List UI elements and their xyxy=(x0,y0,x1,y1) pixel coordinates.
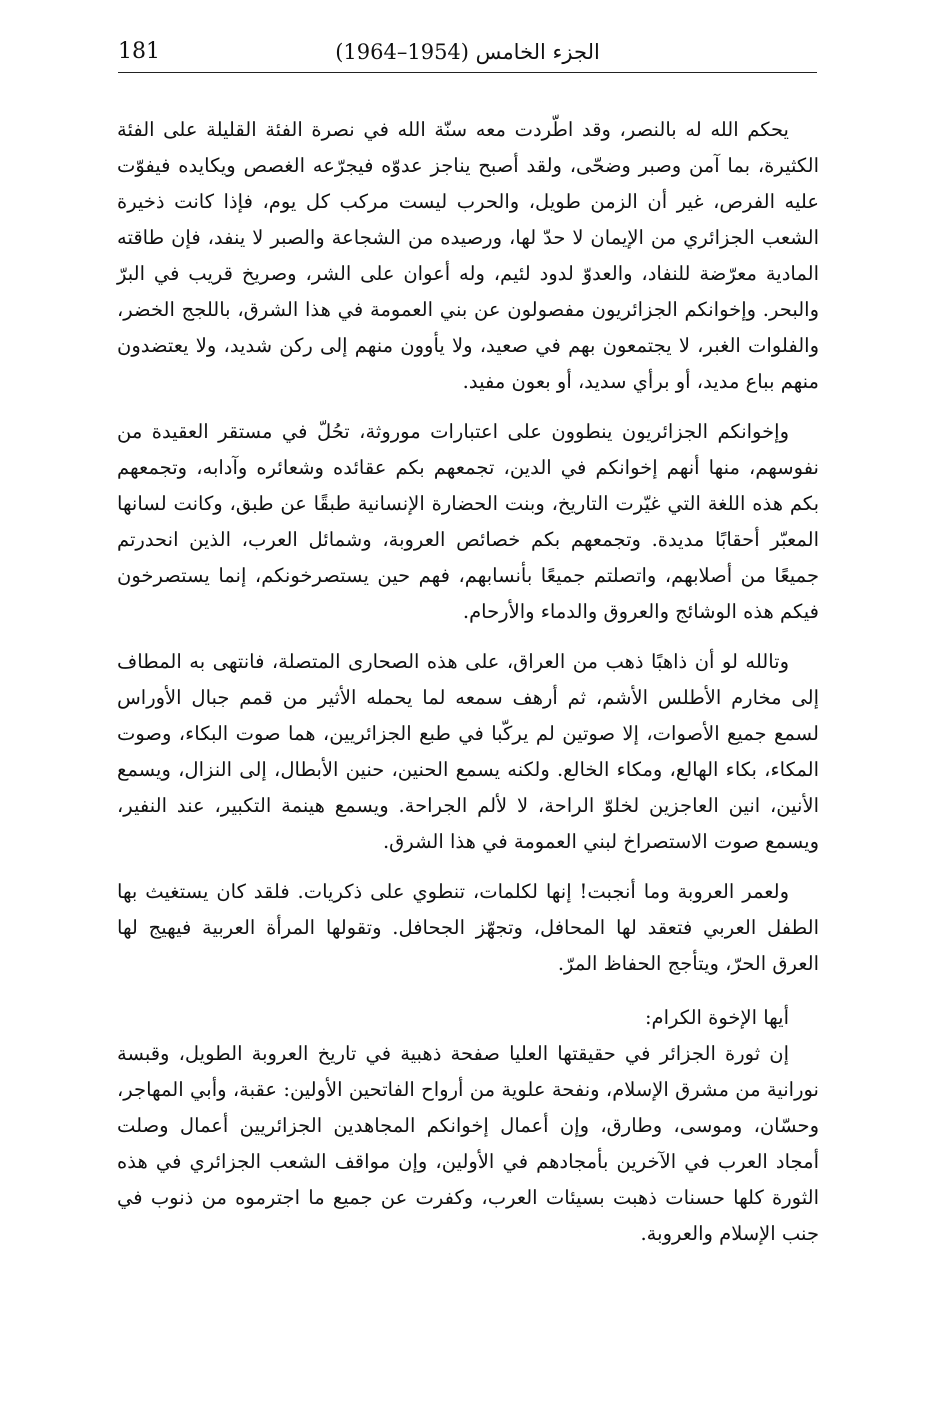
header-rule xyxy=(118,72,817,73)
paragraph: يحكم الله له بالنصر، وقد اطّردت معه سنّة الله في نصرة الفئة القليلة على الفئة الكثيرة، بما آمن وصبر وضحّى، ولقد أصبح يناجز عدوّه فيجرّعه الغصص ويكايده فيفوّت عليه الفرص، غير أن الزمن طويل، والحرب ليست مركب كل يوم، فإذا كانت ذخيرة الشعب الجزائري من الإيمان لا حدّ لها، ورصيده من الشجاعة والصبر لا ينفد، فإن طاقته المادية معرّضة للنفاد، والعدوّ لدود لئيم، وله أعوان على الشر، وصريخ قريب في البرّ والبحر. وإخوانكم الجزائريون مفصولون عن بني العمومة في هذا الشرق، باللجج الخضر، والفلوات الغبر، لا يجتمعون بهم في صعيد، ولا يأوون منهم إلى ركن شديد، ولا يعتضدون منهم بباع مديد، أو برأي سديد، أو بعون مفيد. xyxy=(117,118,819,393)
running-title: الجزء الخامس (1954–1964) xyxy=(335,40,600,64)
paragraph: وإخوانكم الجزائريون ينطوون على اعتبارات موروثة، تحُلّ في مستقر العقيدة من نفوسهم، منها أنهم إخوانكم في الدين، تجمعهم بكم عقائده وشعائره وآدابه، وتجمعهم بكم هذه اللغة التي غيّرت التاريخ، وبنت الحضارة الإنسانية طبقًا عن طبق، وكانت لسانها المعبّر أحقابًا مديدة. وتجمعهم بكم خصائص العروبة، وشمائل العرب، الذين انحدرتم جميعًا من أصلابهم، واتصلتم جميعًا بأنسابهم، فهم حين يستصرخونكم، إنما يستصرخون فيكم هذه الوشائج والعروق والدماء والأرحام. xyxy=(117,420,819,623)
page-header xyxy=(118,38,817,74)
paragraph: ولعمر العروبة وما أنجبت! إنها لكلمات، تنطوي على ذكريات. فلقد كان يستغيث بها الطفل العربي فتعقد لها المحافل، وتجهّز الجحافل. وتقولها المرأة العربية فيهيج لها العرق الحرّ، ويتأجج الحفاظ المرّ. xyxy=(117,880,819,975)
body-text xyxy=(117,112,819,1252)
page-number: 181 xyxy=(118,39,160,64)
paragraph: إن ثورة الجزائر في حقيقتها العليا صفحة ذهبية في تاريخ العروبة الطويل، وقبسة نورانية من مشرق الإسلام، ونفحة علوية من أرواح الفاتحين الأولين: عقبة، وأبي المهاجر، وحسّان، وموسى، وطارق، وإن أعمال إخوانكم المجاهدين الجزائريين أعمال وصلت أمجاد العرب في الآخرين بأمجادهم في الأولين، وإن مواقف الشعب الجزائري في هذه الثورة كلها حسنات ذهبت بسيئات العرب، وكفرت عن جميع ما اجترموه من ذنوب في جنب الإسلام والعروبة. xyxy=(117,1042,819,1245)
section-heading: أيها الإخوة الكرام: xyxy=(644,1006,789,1029)
paragraph: وتالله لو أن ذاهبًا ذهب من العراق، على هذه الصحارى المتصلة، فانتهى به المطاف إلى مخارم الأطلس الأشم، ثم أرهف سمعه لما يحمله الأثير من قمم جبال الأوراس لسمع جميع الأصوات، إلا صوتين لم يركّبا في طبع الجزائريين، هما صوت البكاء، وصوت المكاء، بكاء الهالع، ومكاء الخالع. ولكنه يسمع الحنين، حنين الأبطال، إلى النزال، ويسمع الأنين، انين العاجزين لخلوّ الراحة، لا لألم الجراحة. ويسمع هينمة التكبير، عند النفير، ويسمع صوت الاستصراخ لبني العمومة في هذا الشرق. xyxy=(117,650,819,853)
